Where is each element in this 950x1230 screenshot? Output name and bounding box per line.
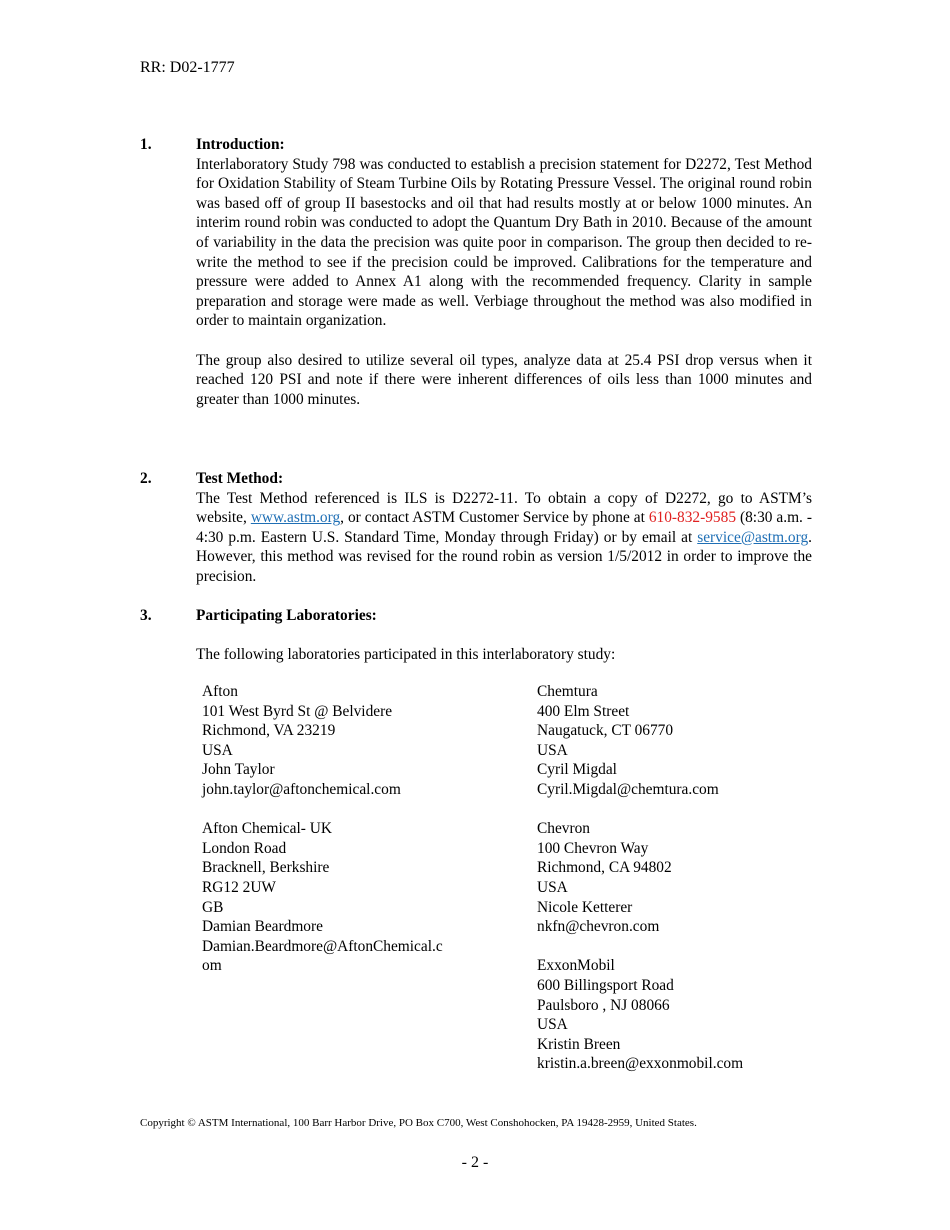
laboratories-intro: The following laboratories participated in this interlaboratory study: — [196, 646, 616, 664]
section-introduction — [140, 135, 812, 409]
introduction-paragraph-2: The group also desired to utilize several oil types, analyze data at 25.4 PSI drop versus when it reached 120 PSI and note if there were inherent differences of oils less than 1000 minutes and greater than 1000 minutes. — [196, 351, 812, 408]
astm-website-link[interactable]: www.astm.org — [250, 509, 341, 527]
copyright-footer: Copyright © ASTM International, 100 Barr Harbor Drive, PO Box C700, West Conshohocken, PA 19428-2959, United States. — [140, 1117, 697, 1129]
test-method-text: The Test Method referenced is ILS is D2272-11. To obtain a copy of D2272, go to ASTM’s website, — [196, 489, 812, 527]
lab-name: ExxonMobil — [537, 957, 615, 975]
lab-city: Richmond, VA 23219 — [202, 722, 336, 740]
lab-address: 100 Chevron Way — [537, 839, 649, 857]
lab-country: USA — [202, 741, 233, 759]
section-number: 1. — [140, 136, 152, 153]
test-method-text: , or contact ASTM Customer Service by phone at — [340, 509, 649, 527]
lab-email: Cyril.Migdal@chemtura.com — [537, 780, 719, 798]
lab-country: USA — [537, 878, 568, 896]
lab-city: Naugatuck, CT 06770 — [537, 722, 674, 740]
lab-address: 101 West Byrd St @ Belvidere — [202, 702, 393, 720]
laboratory-entry — [537, 819, 837, 937]
phone-number: 610-832-9585 — [648, 509, 737, 527]
lab-contact: Damian Beardmore — [202, 918, 323, 936]
laboratories-left-column — [202, 682, 502, 996]
lab-city: Richmond, CA 94802 — [537, 859, 672, 877]
lab-address: 600 Billingsport Road — [537, 976, 674, 994]
page-number: - 2 - — [461, 1154, 489, 1171]
section-title: Test Method: — [196, 470, 284, 487]
lab-contact: Cyril Migdal — [537, 761, 617, 779]
lab-email: nkfn@chevron.com — [537, 918, 660, 936]
laboratory-entry — [202, 682, 502, 800]
laboratory-entry — [537, 956, 837, 1074]
section-title: Participating Laboratories: — [196, 607, 377, 624]
section-title: Introduction: — [196, 136, 285, 153]
laboratory-entry — [537, 682, 837, 800]
test-method-text: . However, this method was revised for the round robin as version 1/5/2012 in order to improve the precision. — [196, 528, 812, 585]
lab-name: Afton Chemical- UK — [202, 820, 332, 838]
test-method-text: (8:30 a.m. - 4:30 p.m. Eastern U.S. Standard Time, Monday through Friday) or by email at — [196, 509, 812, 546]
section-number: 2. — [140, 470, 152, 487]
lab-contact: Nicole Ketterer — [537, 898, 633, 916]
test-method-paragraph — [196, 489, 812, 587]
lab-name: Afton — [202, 683, 238, 700]
laboratories-right-column — [537, 682, 837, 1093]
introduction-paragraph-1: Interlaboratory Study 798 was conducted to establish a precision statement for D2272, Test Method for Oxidation Stability of Steam Turbine Oils by Rotating Pressure Vessel. The original round robin was based off of group II basestocks and oil that had results mostly at or below 1000 minutes. An interim round robin was conducted to adopt the Quantum Dry Bath in 2010. Because of the amount of variability in the data the precision was quite poor in comparison. The group then decided to re-write the method to see if the precision could be improved. Calibrations for the temperature and pressure were added to Annex A1 along with the recommended frequency. Clarity in sample preparation and storage were made as well. Verbiage throughout the method was also modified in order to maintain organization. — [196, 155, 812, 330]
lab-email: Damian.Beardmore@AftonChemical.c — [202, 937, 443, 955]
document-id-header: RR: D02-1777 — [140, 59, 235, 76]
section-number: 3. — [140, 607, 152, 624]
laboratory-entry — [202, 819, 502, 976]
lab-city: Bracknell, Berkshire — [202, 859, 330, 877]
lab-address: 400 Elm Street — [537, 702, 630, 720]
lab-country: USA — [537, 741, 568, 759]
lab-city: Paulsboro , NJ 08066 — [537, 996, 670, 1014]
section-test-method — [140, 469, 812, 587]
lab-email: kristin.a.breen@exxonmobil.com — [537, 1055, 744, 1073]
lab-name: Chevron — [537, 820, 591, 838]
lab-contact: Kristin Breen — [537, 1035, 621, 1053]
lab-name: Chemtura — [537, 683, 598, 700]
section-participating-laboratories — [140, 606, 812, 665]
lab-address: London Road — [202, 839, 287, 857]
lab-contact: John Taylor — [202, 761, 275, 779]
service-email-link[interactable]: service@astm.org — [697, 528, 809, 546]
lab-email-continued: om — [202, 957, 222, 975]
lab-country: GB — [202, 898, 224, 916]
lab-postcode: RG12 2UW — [202, 878, 276, 896]
lab-country: USA — [537, 1016, 568, 1034]
lab-email: john.taylor@aftonchemical.com — [202, 780, 401, 798]
